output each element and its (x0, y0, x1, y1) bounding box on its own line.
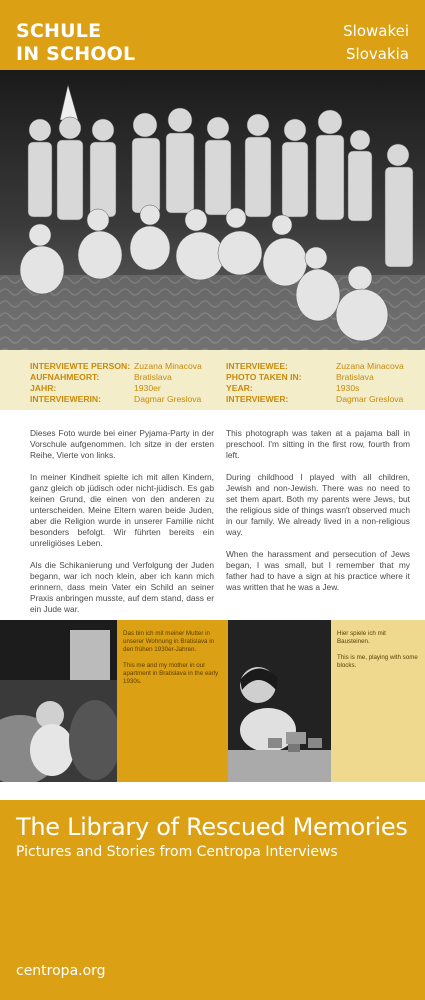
photo-blocks-image (228, 620, 331, 782)
meta-row (226, 383, 404, 394)
caption-german: Das bin ich mit meiner Mutter in unserer Wohnung in Bratislava in den frühen 1930er-Jahren. (123, 630, 215, 653)
title-german: SCHULE (16, 20, 102, 42)
meta-value: Dagmar Greslova (336, 394, 404, 404)
meta-label: YEAR: (226, 383, 253, 393)
photo-row (0, 620, 425, 782)
caption-german: Hier spiele ich mit Bausteinen. (337, 630, 386, 645)
photo-mother-and-child (0, 620, 117, 782)
caption-photo-1 (117, 620, 228, 782)
divider (0, 782, 425, 800)
paragraph: In meiner Kindheit spielte ich mit allen Kindern, ganz gleich ob jüdisch oder nicht-jüdisch. Es gab keinen Grund, die einen von den anderen zu unterscheiden. Meine Eltern waren beide Juden, aber die Religion wurde in unserer Familie nicht besonders befolgt. Wir führten bereits ein unreligiöses Leben. (30, 472, 214, 548)
meta-value: 1930er (134, 383, 161, 393)
meta-label: INTERVIEWER: (226, 394, 289, 404)
paragraph: Dieses Foto wurde bei einer Pyjama-Party in der Vorschule aufgenommen. Ich sitze in der ersten Reihe, Vierte von links. (30, 428, 214, 460)
country-german: Slowakei (343, 22, 409, 40)
caption-english: This is me, playing with some blocks. (337, 654, 418, 669)
meta-label: INTERVIEWEE: (226, 361, 288, 371)
caption-english: This me and my mother in our apartment in Bratislava in the early 1930s. (123, 662, 219, 685)
paragraph: During childhood I played with all children, Jewish and non-Jewish. There was no need to set them apart. Both my parents were Jews, but the religious side of things wasn't observed much in our family. We already lived in a non-religious way. (226, 472, 410, 537)
meta-value: Zuzana Minacova (336, 361, 404, 371)
meta-row (226, 394, 404, 405)
meta-row (30, 383, 202, 394)
main-photo (0, 70, 425, 350)
meta-value: Bratislava (336, 372, 374, 382)
story-german (30, 428, 214, 626)
story-text (0, 410, 425, 620)
metadata-panel (0, 350, 425, 410)
title-english: IN SCHOOL (16, 43, 136, 65)
paragraph: Als die Schikanierung und Verfolgung der Juden begann, war ich noch klein, aber ich kann mich erinnern, dass mein Vater ein Schild an seiner Praxis anbringen musste, auf dem stand, dass er ein Jude war. (30, 560, 214, 614)
library-subtitle: Pictures and Stories from Centropa Interviews (16, 844, 338, 860)
meta-row (226, 361, 404, 372)
meta-value: Bratislava (134, 372, 172, 382)
library-title: The Library of Rescued Memories (16, 813, 408, 841)
photo-mother-child-image (0, 620, 117, 782)
meta-value: Zuzana Minacova (134, 361, 202, 371)
metadata-german (30, 361, 202, 405)
photo-playing-blocks (228, 620, 331, 782)
meta-label: INTERVIEWERIN: (30, 394, 101, 404)
paragraph: When the harassment and persecution of Jews began, I was small, but I remember that my father had to have a sign at his practice where it was written that he was a Jew. (226, 549, 410, 592)
website-link[interactable]: centropa.org (16, 963, 106, 979)
meta-row (30, 372, 202, 383)
meta-row (30, 361, 202, 372)
metadata-english (226, 361, 404, 405)
meta-label: INTERVIEWTE PERSON: (30, 361, 131, 371)
story-english (226, 428, 410, 604)
meta-row (30, 394, 202, 405)
meta-row (226, 372, 404, 383)
meta-value: 1930s (336, 383, 360, 393)
meta-label: AUFNAHMEORT: (30, 372, 100, 382)
meta-label: PHOTO TAKEN IN: (226, 372, 302, 382)
caption-photo-2 (331, 620, 425, 782)
meta-label: JAHR: (30, 383, 57, 393)
paragraph: This photograph was taken at a pajama ball in preschool. I'm sitting in the first row, fourth from left. (226, 428, 410, 460)
country-english: Slovakia (346, 45, 409, 63)
meta-value: Dagmar Greslova (134, 394, 202, 404)
group-photo-children-pajama-party (0, 70, 425, 350)
